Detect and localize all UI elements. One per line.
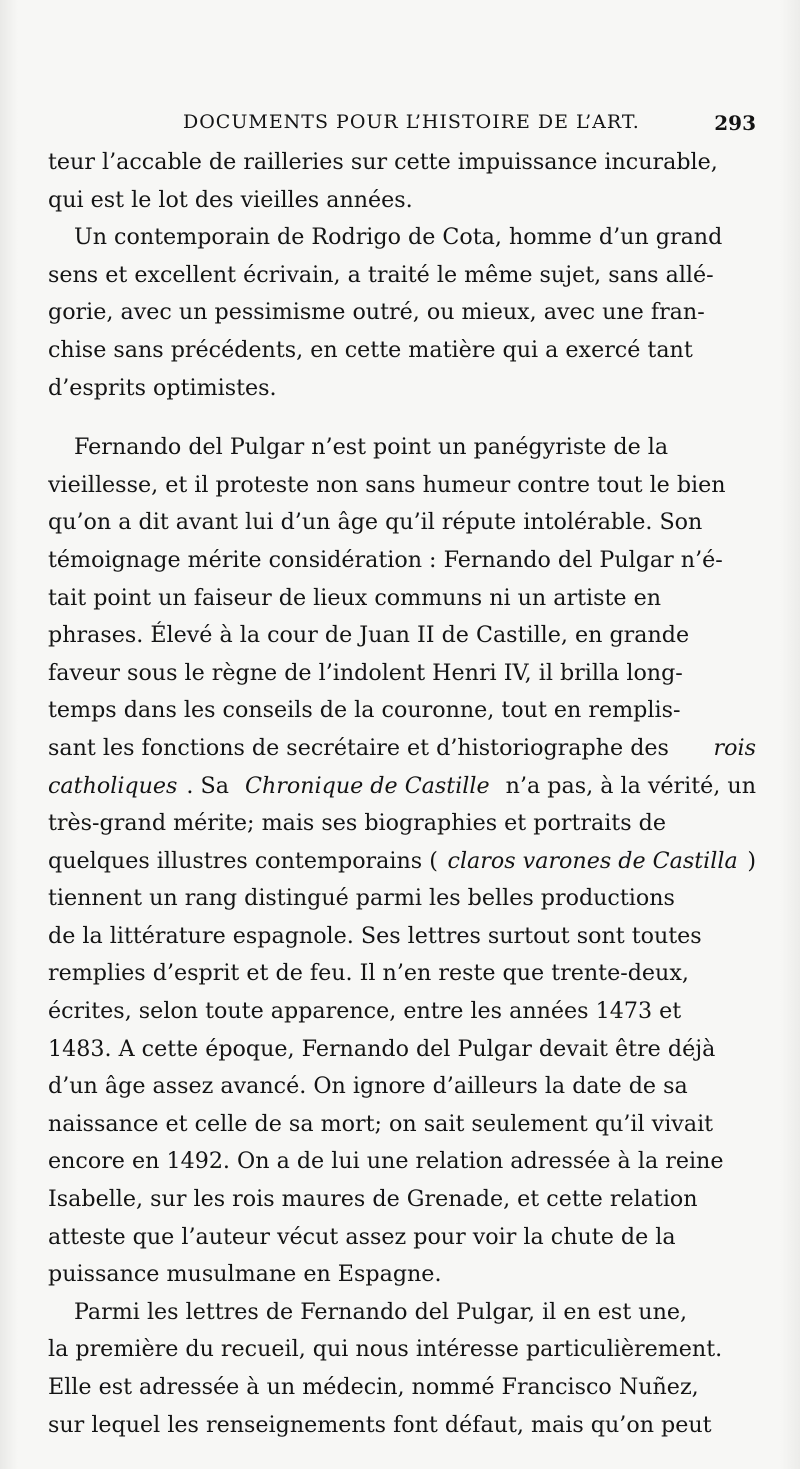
text-line: très-grand mérite; mais ses biographies et portraits de xyxy=(48,810,666,837)
text-line: remplies d’esprit et de feu. Il n’en reste que trente-deux, xyxy=(48,960,689,987)
body-text xyxy=(48,144,756,1444)
text-line: d’esprits optimistes. xyxy=(48,374,277,401)
text-line: sur lequel les renseignements font défaut, mais qu’on peut xyxy=(48,1411,712,1438)
text-line: quelques illustres contemporains ( claros varones de Castilla ) xyxy=(48,847,756,874)
text-line: tait point un faiseur de lieux communs ni un artiste en xyxy=(48,584,662,611)
page-number: 293 xyxy=(714,111,756,135)
text-line: vieillesse, et il proteste non sans humeur contre tout le bien xyxy=(48,471,726,498)
text-line: catholiques . Sa Chronique de Castille n’a pas, à la vérité, un xyxy=(48,772,756,799)
text-line: la première du recueil, qui nous intéresse particulièrement. xyxy=(48,1336,723,1363)
text-line: faveur sous le règne de l’indolent Henri IV, il brilla long- xyxy=(48,659,683,686)
text-line: phrases. Élevé à la cour de Juan II de Castille, en grande xyxy=(48,622,690,649)
text-line: gorie, avec un pessimisme outré, ou mieux, avec une fran- xyxy=(48,299,705,326)
text-line: teur l’accable de railleries sur cette impuissance incurable, xyxy=(48,149,718,175)
text-line: Isabelle, sur les rois maures de Grenade, et cette relation xyxy=(48,1186,698,1213)
text-line: témoignage mérite considération : Fernando del Pulgar n’é- xyxy=(48,546,723,573)
text-line: sens et excellent écrivain, a traité le même sujet, sans allé- xyxy=(48,261,714,288)
text-line: de la littérature espagnole. Ses lettres surtout sont toutes xyxy=(48,922,702,949)
text-line: temps dans les conseils de la couronne, tout en remplis- xyxy=(48,697,681,724)
running-head xyxy=(48,111,756,141)
text-line: atteste que l’auteur vécut assez pour voir la chute de la xyxy=(48,1223,676,1250)
text-line: d’un âge assez avancé. On ignore d’ailleurs la date de sa xyxy=(48,1073,688,1100)
text-line: Elle est adressée à un médecin, nommé Francisco Nuñez, xyxy=(48,1374,699,1400)
text-line: encore en 1492. On a de lui une relation adressée à la reine xyxy=(48,1148,724,1175)
text-line: qu’on a dit avant lui d’un âge qu’il répute intolérable. Son xyxy=(48,509,703,536)
text-line: Parmi les lettres de Fernando del Pulgar, il en est une, xyxy=(74,1298,688,1325)
text-line: Un contemporain de Rodrigo de Cota, homme d’un grand xyxy=(74,224,723,251)
text-line: sant les fonctions de secrétaire et d’historiographe des rois xyxy=(48,734,756,761)
text-line: naissance et celle de sa mort; on sait seulement qu’il vivait xyxy=(48,1110,714,1137)
text-line: puissance musulmane en Espagne. xyxy=(48,1261,442,1288)
text-line: tiennent un rang distingué parmi les belles productions xyxy=(48,885,675,912)
text-line: Fernando del Pulgar n’est point un panégyriste de la xyxy=(74,434,669,461)
text-line: qui est le lot des vieilles années. xyxy=(48,186,413,213)
text-line: 1483. A cette époque, Fernando del Pulgar devait être déjà xyxy=(48,1035,716,1062)
text-line: chise sans précédents, en cette matière qui a exercé tant xyxy=(48,336,693,363)
running-head-title: DOCUMENTS POUR L’HISTOIRE DE L’ART. xyxy=(183,111,640,133)
text-line: écrites, selon toute apparence, entre les années 1473 et xyxy=(48,998,682,1025)
